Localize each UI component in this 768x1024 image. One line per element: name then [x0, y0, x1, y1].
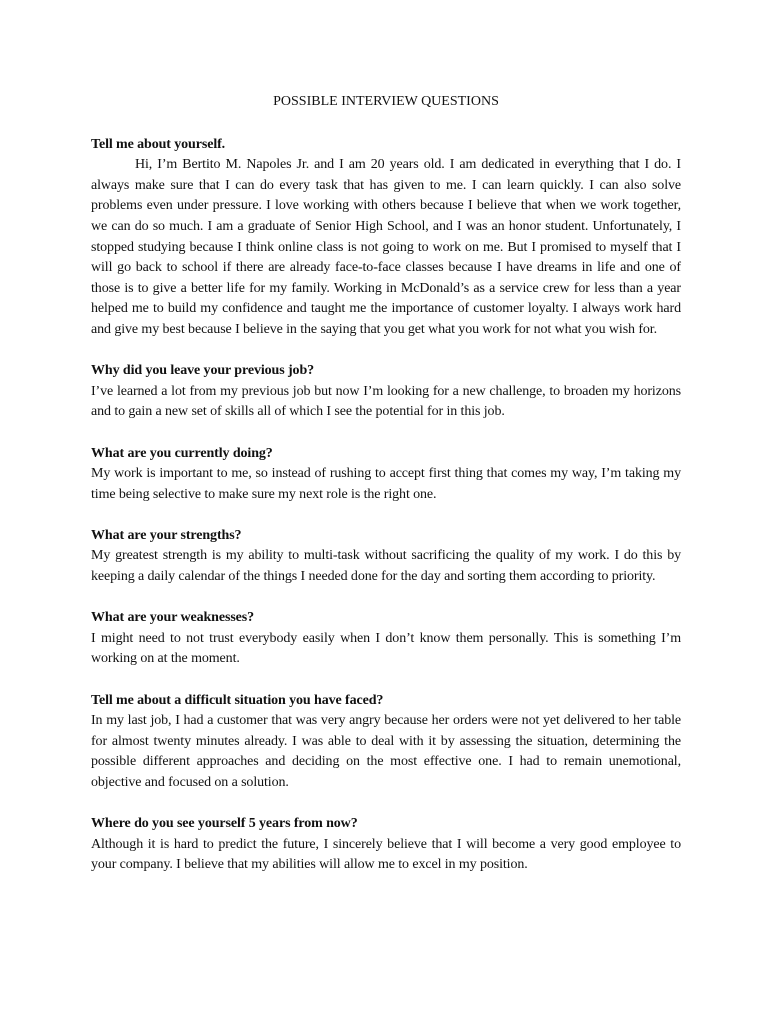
answer-paragraph: My work is important to me, so instead of rushing to accept first thing that comes my way, I’m taking my time being selective to make sure my next role is the right one. [91, 466, 681, 502]
question-heading: What are your weaknesses? [91, 610, 255, 626]
answer-paragraph: I might need to not trust everybody easily when I don’t know them personally. This is something I’m working on at the moment. [91, 630, 681, 667]
qa-section-weaknesses [91, 608, 681, 670]
answer-paragraph: Hi, I’m Bertito M. Napoles Jr. and I am 20 years old. I am dedicated in everything that I do. I always make sure that I can do every task that has given to me. I can learn quickly. I can also solve problems even under pressure. I love working with others because I believe that when we work together, we can do so much. I am a graduate of Senior High School, and I was an honor student. Unfortunately, I stopped studying because I think online class is not going to work on me. But I promised to myself that I will go back to school if there are already face-to-face classes because I have dreams in life and one of those is to give a better life for my family. Working in McDonald’s as a service crew for less than a year helped me to build my confidence and taught me the importance of customer loyalty. I always work hard and give my best because I believe in the saying that you get what you work for not what you wish for. [91, 157, 681, 337]
qa-section-previous-job [91, 361, 681, 423]
question-heading: Where do you see yourself 5 years from now? [91, 816, 358, 832]
qa-section-about-yourself [91, 135, 681, 341]
answer-paragraph: Although it is hard to predict the future, I sincerely believe that I will become a very good employee to your company. I believe that my abilities will allow me to excel in my position. [91, 836, 681, 873]
qa-section-currently-doing [91, 444, 681, 506]
question-heading: What are you currently doing? [91, 445, 273, 461]
document-title: POSSIBLE INTERVIEW QUESTIONS [273, 94, 499, 109]
answer-paragraph: My greatest strength is my ability to multi-task without sacrificing the quality of my work. I do this by keeping a daily calendar of the things I needed done for the day and sorting them according to priority. [91, 548, 681, 585]
qa-section-difficult-situation [91, 691, 681, 794]
answer-paragraph: In my last job, I had a customer that was very angry because her orders were not yet delivered to her table for almost twenty minutes already. I was able to deal with it by assessing the situation, determining the possible different approaches and deciding on the most effective one. I had to remain unemotional, objective and focused on a solution. [91, 713, 681, 790]
document-page [91, 92, 681, 897]
answer-paragraph: I’ve learned a lot from my previous job but now I’m looking for a new challenge, to broaden my horizons and to gain a new set of skills all of which I see the potential for in this job. [91, 383, 681, 420]
qa-section-five-years [91, 814, 681, 876]
question-heading: Why did you leave your previous job? [91, 363, 315, 379]
qa-section-strengths [91, 526, 681, 588]
question-heading: Tell me about a difficult situation you have faced? [91, 692, 384, 708]
question-heading: What are your strengths? [91, 527, 242, 543]
question-heading: Tell me about yourself. [91, 136, 226, 152]
